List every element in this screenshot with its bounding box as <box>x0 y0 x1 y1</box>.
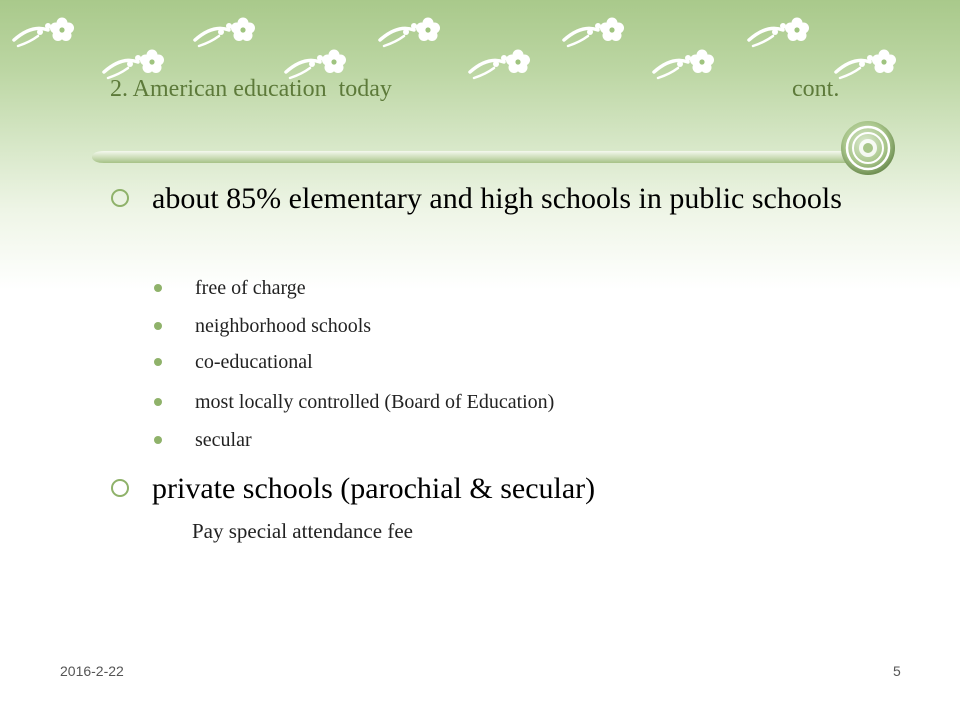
list-item-text: private schools (parochial & secular) <box>152 472 596 505</box>
flower-ornament-icon <box>380 18 440 47</box>
list-item-private-schools <box>152 468 892 510</box>
filled-dot-bullet-icon <box>154 358 162 366</box>
hollow-circle-bullet-icon <box>106 474 134 502</box>
list-item-text: about 85% elementary and high schools in public schools <box>152 182 842 215</box>
sub-list-item-text: co-educational <box>195 351 313 373</box>
flower-ornament-icon <box>195 18 255 47</box>
flower-ornament-icon <box>564 18 624 47</box>
sub-list-item-text: neighborhood schools <box>195 315 372 337</box>
emblem-icon <box>838 120 900 178</box>
sub-list-item-text: free of charge <box>195 277 306 299</box>
flower-ornament-icon <box>654 50 714 79</box>
slide-title-suffix: cont. <box>792 76 840 102</box>
sub-list-item <box>195 314 371 338</box>
sub-list-item-text: secular <box>195 429 252 451</box>
plain-text-line: Pay special attendance fee <box>192 519 413 543</box>
footer-page-number: 5 <box>893 663 901 679</box>
hollow-circle-bullet-icon <box>106 184 134 212</box>
filled-dot-bullet-icon <box>154 322 162 330</box>
flower-ornament-icon <box>470 50 530 79</box>
sub-list-item <box>195 350 313 374</box>
filled-dot-bullet-icon <box>154 284 162 292</box>
flower-ornament-icon <box>104 50 164 79</box>
filled-dot-bullet-icon <box>154 436 162 444</box>
list-item-public-schools <box>152 178 892 220</box>
flower-ornament-icon <box>836 50 896 79</box>
slide-title-text: 2. American education today <box>110 76 392 102</box>
flower-ornament-icon <box>749 18 809 47</box>
slide-title <box>110 76 870 110</box>
sub-list-item <box>195 428 252 452</box>
sub-list-item <box>195 276 306 300</box>
flower-ornament-icon <box>14 18 74 47</box>
filled-dot-bullet-icon <box>154 398 162 406</box>
sub-list-item <box>195 390 554 414</box>
flower-ornament-icon <box>286 50 346 79</box>
footer-date: 2016-2-22 <box>60 663 124 679</box>
sub-list-item-text: most locally controlled (Board of Education) <box>195 391 555 413</box>
